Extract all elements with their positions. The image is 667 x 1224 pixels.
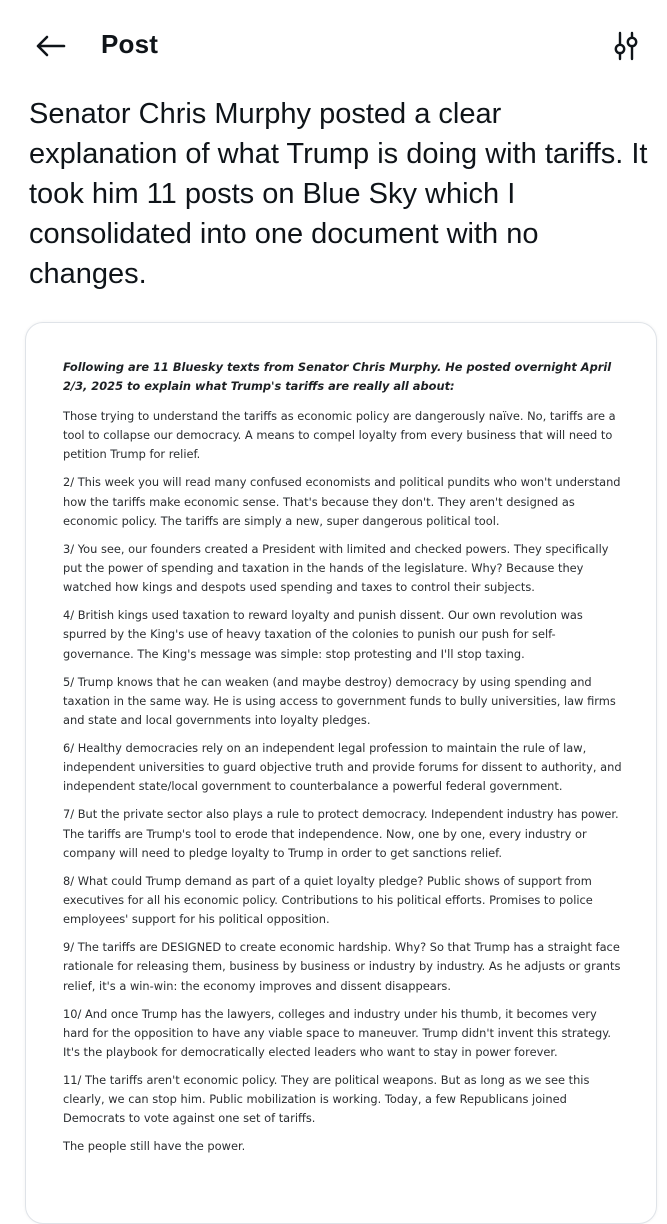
document-paragraph: 10/ And once Trump has the lawyers, colleges and industry under his thumb, it becomes very hard for the opposition to have any viable space to maneuver. Trump didn't invent this strategy. It's the playbook for democratically elected leaders who want to stay in power forever. xyxy=(63,1006,611,1060)
document-paragraph: 8/ What could Trump demand as part of a quiet loyalty pledge? Public shows of support from executives for all his economic policy. Contributions to his political efforts. Promises to police employees' support for his political opposition. xyxy=(63,873,593,927)
page-title: Post xyxy=(101,29,159,59)
post-image[interactable] xyxy=(25,322,657,1224)
document-paragraph: 2/ This week you will read many confused economists and political pundits who won't understand how the tariffs make economic sense. That's because they don't. They aren't designed as economic policy. The tariffs are simply a new, super dangerous political tool. xyxy=(63,475,621,528)
back-arrow-icon xyxy=(34,34,66,58)
document-paragraph: 5/ Trump knows that he can weaken (and maybe destroy) democracy by using spending and taxation in the same way. He is using access to government funds to bully universities, law firms and state and local governments into loyalty pledges. xyxy=(63,674,616,728)
document-paragraph: 9/ The tariffs are DESIGNED to create economic hardship. Why? So that Trump has a straight face rationale for releasing them, business by business or industry by industry. As he adjusts or grants relief, it's a win-win: the economy improves and dissent disappears. xyxy=(63,940,621,993)
document-paragraph: The people still have the power. xyxy=(63,1139,246,1154)
document-paragraph: 3/ You see, our founders created a President with limited and checked powers. They specifically put the power of spending and taxation in the hands of the legislature. Why? Because they watched how kings and despots used spending and taxes to control their subjects. xyxy=(63,541,609,595)
back-button[interactable] xyxy=(30,26,70,66)
post-text: Senator Chris Murphy posted a clear explanation of what Trump is doing with tariffs. It took him 11 posts on Blue Sky which I consolidated into one document with no changes. xyxy=(29,98,648,290)
document-heading: Following are 11 Bluesky texts from Senator Chris Murphy. He posted overnight April 2/3, 2025 to explain what Trump's tariffs are really all about: xyxy=(63,360,612,393)
document-paragraph: 11/ The tariffs aren't economic policy. They are political weapons. But as long as we see this clearly, we can stop him. Public mobilization is working. Today, a few Republicans joined Democrats to vote against one set of tariffs. xyxy=(63,1073,590,1126)
document-paragraph: Those trying to understand the tariffs as economic policy are dangerously naïve. No, tariffs are a tool to collapse our democracy. A means to compel loyalty from every business that will need to petition Trump for relief. xyxy=(63,409,616,462)
filter-button[interactable] xyxy=(606,26,646,66)
document-paragraph: 6/ Healthy democracies rely on an independent legal profession to maintain the rule of law, independent universities to guard objective truth and provide forums for dissent to authority, and independent state/local government to counterbalance a powerful federal government. xyxy=(63,741,622,794)
document-paragraph: 4/ British kings used taxation to reward loyalty and punish dissent. Our own revolution was spurred by the King's use of heavy taxation of the colonies to punish our push for self-governance. The King's message was simple: stop protesting and I'll stop taxing. xyxy=(63,608,583,661)
sliders-icon xyxy=(612,31,640,61)
document-image xyxy=(63,358,623,1165)
document-paragraph: 7/ But the private sector also plays a rule to protect democracy. Independent industry has power. The tariffs are Trump's tool to erode that independence. Now, one by one, every industry or company will need to pledge loyalty to Trump in order to get sanctions relief. xyxy=(63,807,619,860)
top-bar xyxy=(0,0,667,88)
